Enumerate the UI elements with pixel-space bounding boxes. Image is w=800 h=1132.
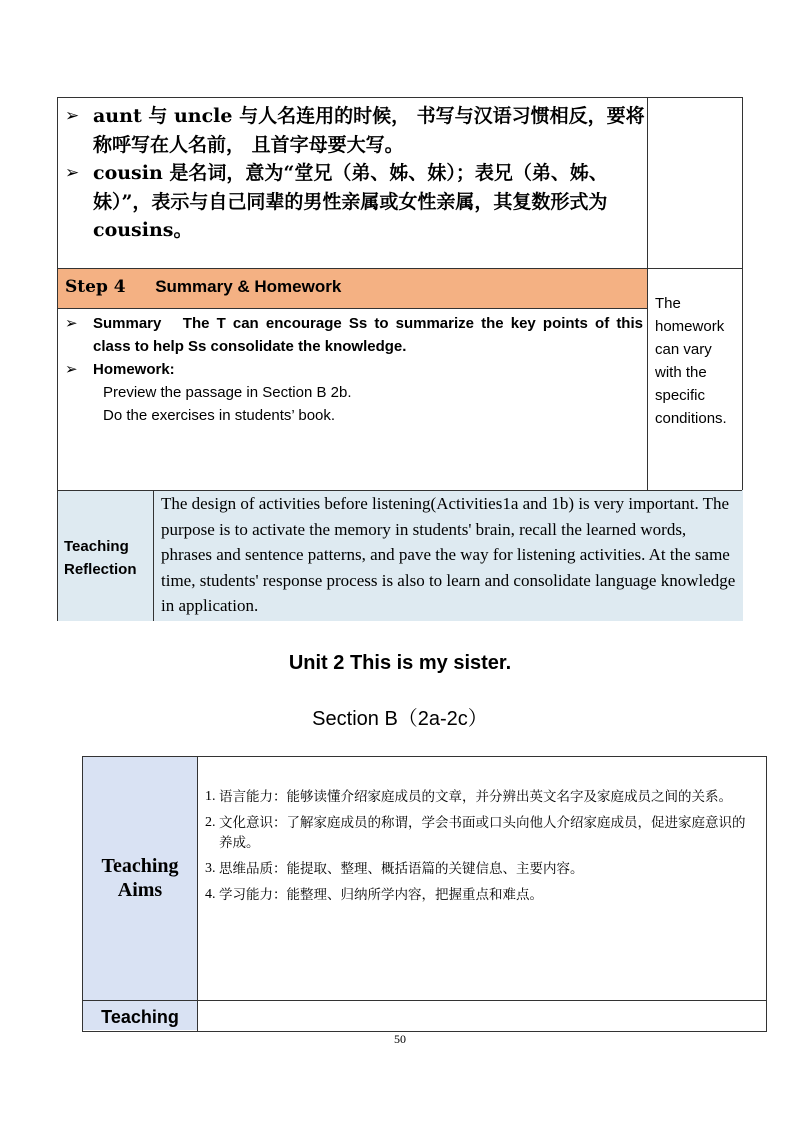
summary-label: Summary — [93, 315, 162, 332]
arrow-bullet-icon: ➢ — [65, 163, 80, 183]
aim-text: 思维品质：能提取、整理、概括语篇的关键信息、主要内容。 — [219, 861, 584, 877]
note-item — [65, 102, 647, 159]
homework-task: Preview the passage in Section B 2b. — [103, 384, 352, 401]
vocabulary-notes — [65, 102, 647, 245]
row-divider — [58, 308, 648, 309]
aim-text: 语言能力：能够读懂介绍家庭成员的文章，并分辨出英文名字及家庭成员之间的关系。 — [219, 789, 732, 805]
teaching-label: Teaching — [101, 1007, 179, 1027]
note-item — [65, 159, 647, 245]
summary-item — [65, 312, 643, 358]
homework-label: Homework: — [93, 361, 175, 378]
reflection-label: Teaching Reflection — [64, 538, 137, 578]
arrow-bullet-icon: ➢ — [65, 106, 80, 126]
aim-number: 1. — [205, 789, 216, 804]
aims-table — [82, 756, 767, 1032]
aim-text: 学习能力：能整理、归纳所学内容，把握重点和难点。 — [219, 887, 543, 903]
homework-item — [65, 358, 643, 381]
aim-number: 2. — [205, 815, 216, 830]
row-divider — [83, 1000, 766, 1001]
lesson-table — [57, 97, 743, 621]
aims-list — [205, 787, 757, 911]
step-name: Summary & Homework — [155, 277, 342, 296]
aim-text: 文化意识：了解家庭成员的称谓，学会书面或口头向他人介绍家庭成员，促进家庭意识的养成。 — [219, 815, 746, 851]
note-text: cousin 是名词，意为“堂兄（弟、姊、妹）；表兄（弟、姊、妹）”，表示与自己同辈的男性亲属或女性亲属，其复数形式为 cousins。 — [93, 162, 608, 241]
arrow-bullet-icon: ➢ — [65, 314, 78, 332]
aim-number: 3. — [205, 861, 216, 876]
page-number: 50 — [394, 1032, 406, 1046]
summary-content — [93, 312, 643, 358]
section-title: Section B（2a-2c） — [312, 708, 488, 730]
aim-number: 4. — [205, 887, 216, 902]
step-title — [65, 270, 341, 304]
aim-item — [205, 885, 757, 905]
arrow-bullet-icon: ➢ — [65, 360, 78, 378]
reflection-text: The design of activities before listening(Activities1a and 1b) is very important. The purpose is to activate the memory in students' brain, recall the learned words, phrases and sentence patterns, and pave the way for listening activities. At the same time, students' response process is also to learn and consolidate language knowledge in application. — [161, 494, 736, 615]
step-number: Step 4 — [65, 277, 126, 297]
column-divider — [647, 98, 648, 490]
aim-item — [205, 813, 757, 853]
homework-side-note: The homework can vary with the specific conditions. — [655, 295, 727, 427]
aim-item — [205, 859, 757, 879]
aim-item — [205, 787, 757, 807]
homework-task: Do the exercises in students’ book. — [103, 407, 336, 424]
aims-label: Teaching Aims — [101, 855, 179, 901]
column-divider — [197, 757, 198, 1031]
unit-title: Unit 2 This is my sister. — [288, 652, 512, 674]
summary-text: The T can encourage Ss to summarize the key points of this class to help Ss consolidate the knowledge. — [93, 315, 643, 355]
note-text: aunt 与 uncle 与人名连用的时候， 书写与汉语习惯相反，要将称呼写在人名前， 且首字母要大写。 — [93, 105, 645, 156]
summary-block — [65, 312, 643, 427]
